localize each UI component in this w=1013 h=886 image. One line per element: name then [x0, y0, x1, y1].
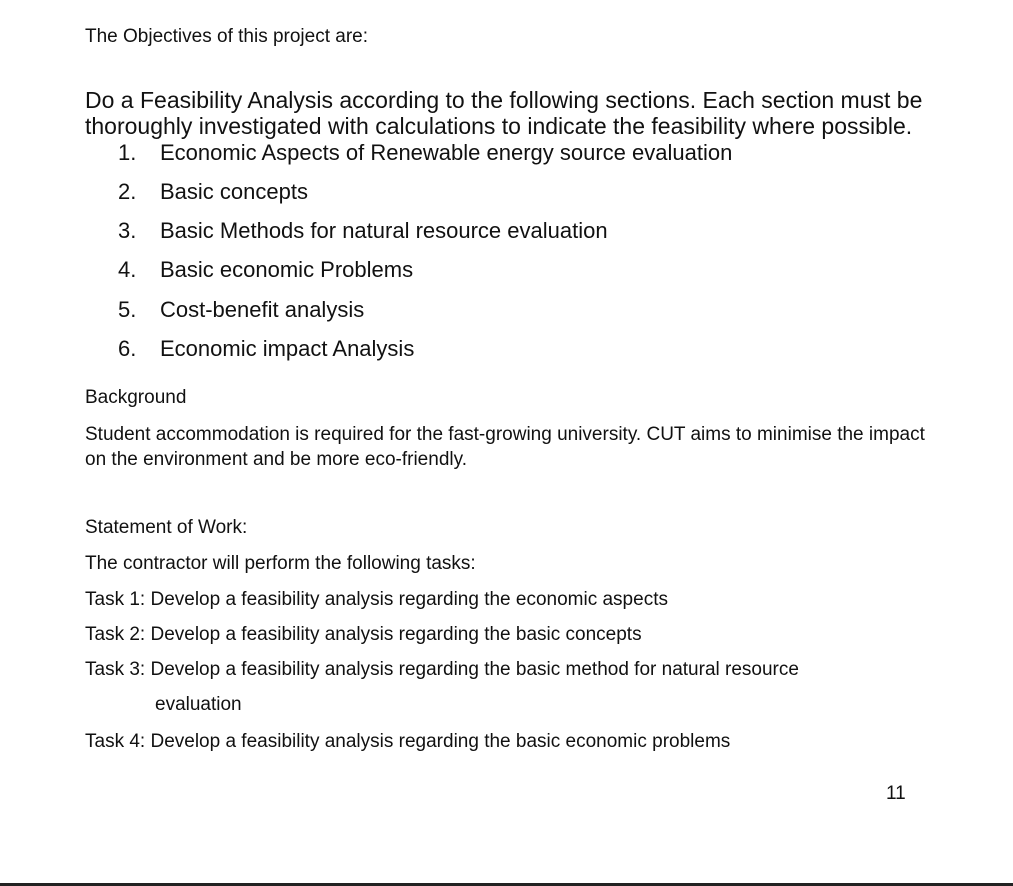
background-heading: Background	[85, 387, 187, 408]
list-item: Economic impact Analysis	[160, 336, 415, 361]
list-item: Basic concepts	[160, 179, 308, 204]
background-text: Student accommodation is required for the fast-growing university. CUT aims to minimise the impact on the environment and be more eco-friendly.	[85, 424, 925, 470]
statement-of-work-heading: Statement of Work:	[85, 517, 248, 538]
page-number: 11	[886, 783, 906, 804]
objectives-intro: Do a Feasibility Analysis according to the following sections. Each section must be thoroughly investigated with calculations to indicate the feasibility where possible.	[85, 87, 923, 139]
list-item-number: 2.	[118, 179, 137, 204]
task-line: Task 4: Develop a feasibility analysis regarding the basic economic problems	[85, 731, 731, 752]
task-line: Task 2: Develop a feasibility analysis regarding the basic concepts	[85, 624, 642, 645]
task-continuation: evaluation	[155, 694, 242, 715]
list-item: Basic Methods for natural resource evaluation	[160, 218, 608, 243]
list-item-number: 4.	[118, 257, 137, 282]
task-line: Task 1: Develop a feasibility analysis regarding the economic aspects	[85, 589, 668, 610]
list-item-number: 6.	[118, 336, 137, 361]
objectives-heading: The Objectives of this project are:	[85, 26, 369, 47]
list-item: Cost-benefit analysis	[160, 297, 365, 322]
list-item-number: 1.	[118, 140, 137, 165]
list-item-number: 5.	[118, 297, 137, 322]
task-line: Task 3: Develop a feasibility analysis regarding the basic method for natural resource	[85, 659, 799, 680]
list-item: Economic Aspects of Renewable energy source evaluation	[160, 140, 733, 165]
list-item-number: 3.	[118, 218, 137, 243]
list-item: Basic economic Problems	[160, 257, 414, 282]
statement-of-work-intro: The contractor will perform the following tasks:	[85, 553, 476, 574]
